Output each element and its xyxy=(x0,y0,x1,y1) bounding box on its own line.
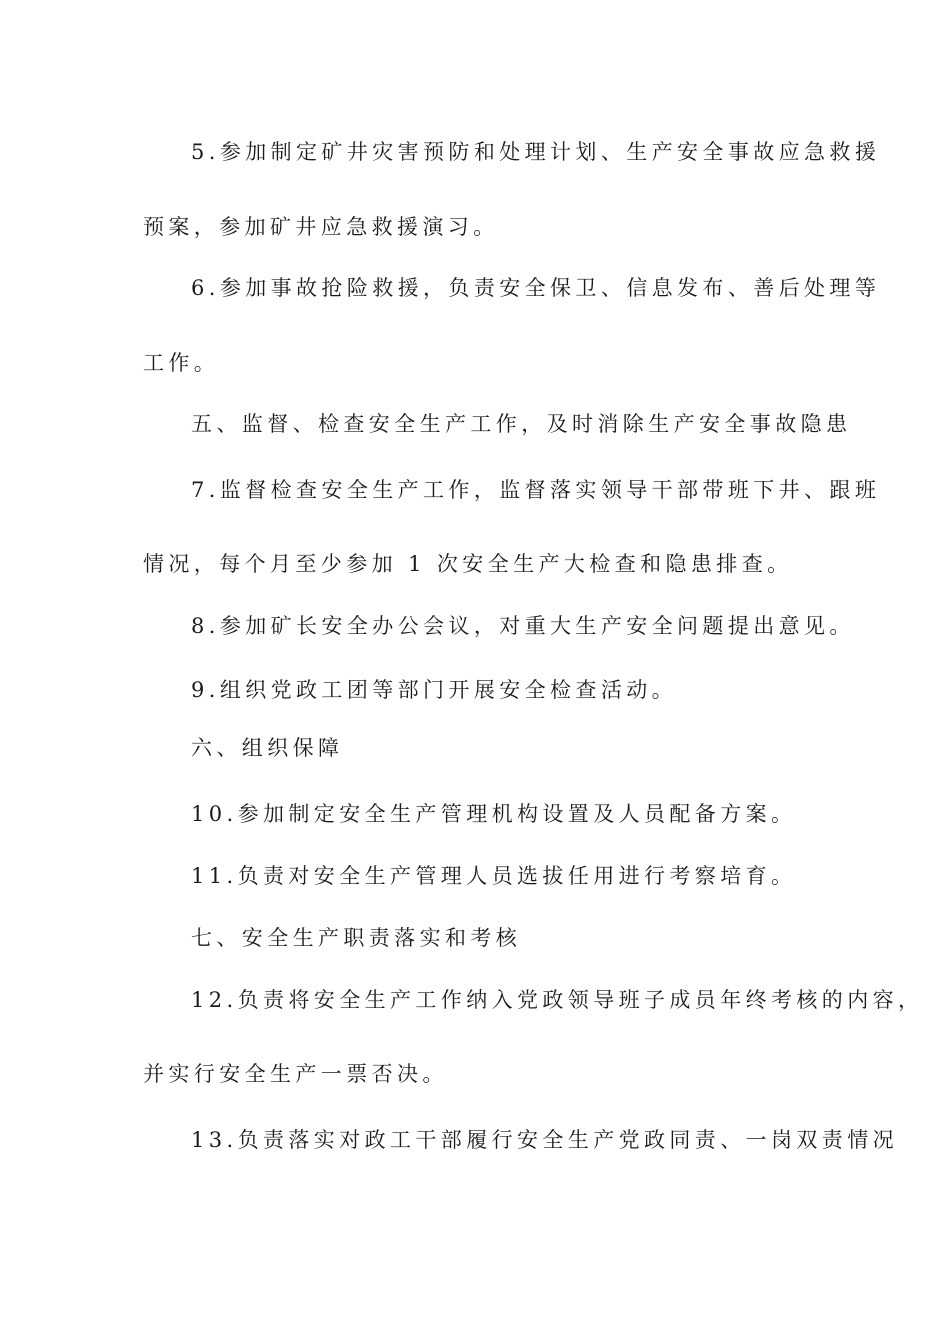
section-heading-7: 七、安全生产职责落实和考核 xyxy=(191,926,522,950)
paragraph-5-line-1: 5.参加制定矿井灾害预防和处理计划、生产安全事故应急救援 xyxy=(191,140,881,164)
paragraph-10: 10.参加制定安全生产管理机构设置及人员配备方案。 xyxy=(191,802,797,826)
paragraph-12-line-1: 12.负责将安全生产工作纳入党政领导班子成员年终考核的内容， xyxy=(191,988,924,1012)
paragraph-12-line-2: 并实行安全生产一票否决。 xyxy=(143,1062,448,1086)
paragraph-6-line-2: 工作。 xyxy=(143,351,220,375)
section-heading-5: 五、监督、检查安全生产工作，及时消除生产安全事故隐患 xyxy=(191,412,852,436)
paragraph-8: 8.参加矿长安全办公会议，对重大生产安全问题提出意见。 xyxy=(191,614,855,638)
paragraph-6-line-1: 6.参加事故抢险救援，负责安全保卫、信息发布、善后处理等 xyxy=(191,276,881,300)
section-heading-6: 六、组织保障 xyxy=(191,736,344,760)
paragraph-11: 11.负责对安全生产管理人员选拔任用进行考察培育。 xyxy=(191,864,797,888)
paragraph-5-line-2: 预案，参加矿井应急救援演习。 xyxy=(143,215,499,239)
paragraph-7-line-1: 7.监督检查安全生产工作，监督落实领导干部带班下井、跟班 xyxy=(191,478,881,502)
paragraph-9: 9.组织党政工团等部门开展安全检查活动。 xyxy=(191,678,678,702)
paragraph-7-line-2: 情况，每个月至少参加 1 次安全生产大检查和隐患排查。 xyxy=(143,552,793,576)
paragraph-13-line-1: 13.负责落实对政工干部履行安全生产党政同责、一岗双责情况 xyxy=(191,1128,898,1152)
